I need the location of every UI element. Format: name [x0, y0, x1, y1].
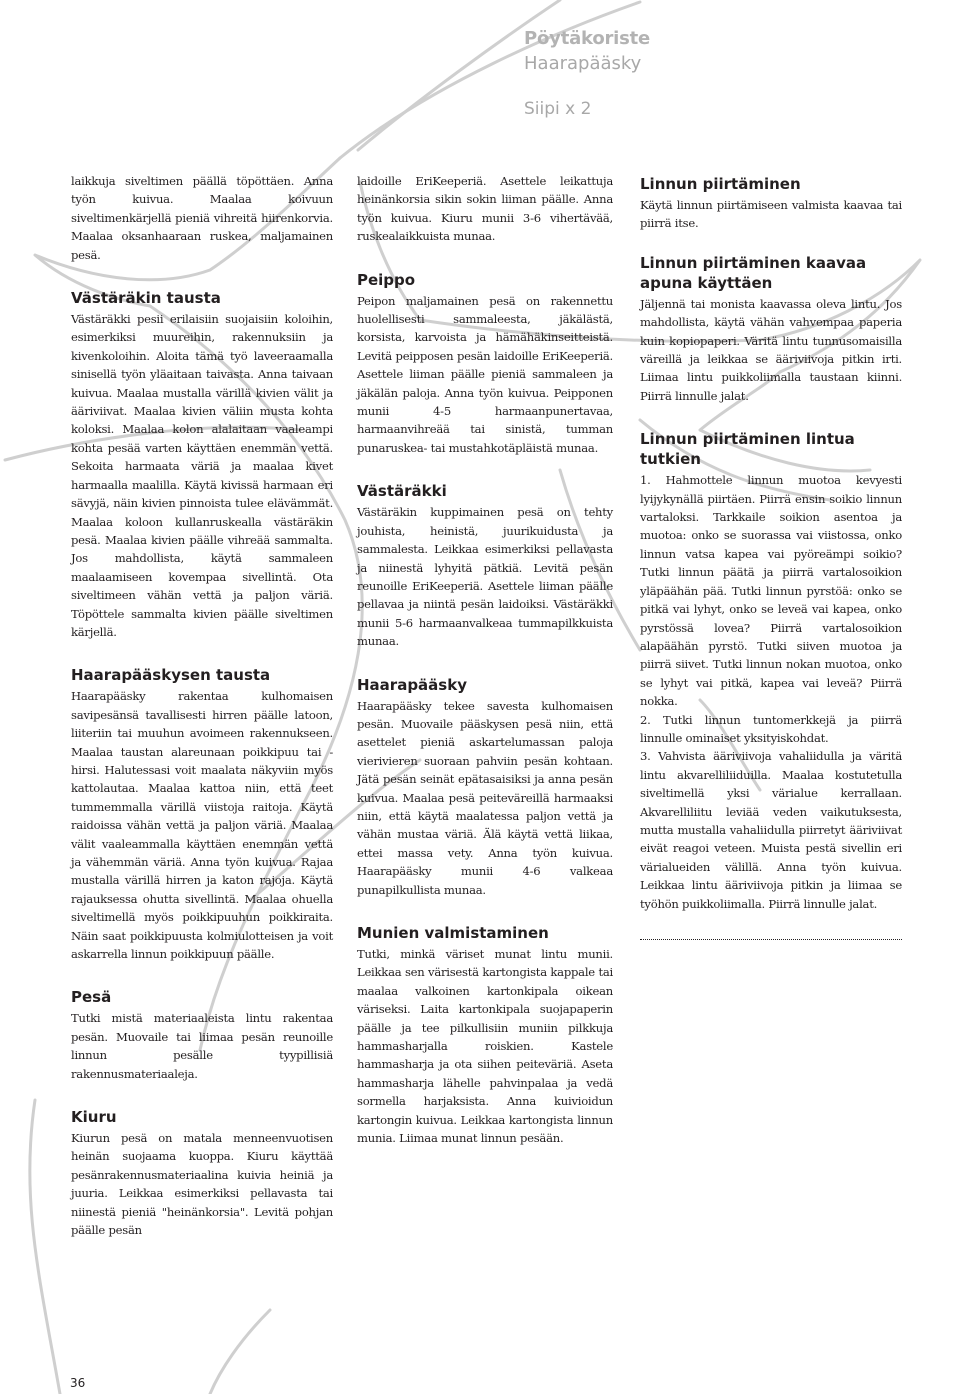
section-text: Tutki, minkä väriset munat lintu munii. Leikkaa sen värisestä kartongista kappale tai maalaa valkoinen kartonkipala oikean väriseksi. Laita kartonkipala suojapaperin päälle ja tee pilkullisiin muniin pilkkuja hammasharjalla roiskien. Kastele hammasharja ja ota siihen peiteväriä. Aseta hammasharja lähelle pahvinpalaa ja vedä sormella harjaksista. Anna kuivioidun kartongin kuivua. Leikkaa kartongista linnun munia. Liimaa munat linnun pesään.	[357, 947, 613, 1146]
header-title: Pöytäkoriste	[524, 28, 651, 49]
section-heading: Munien valmistaminen	[357, 924, 549, 942]
section-heading: Haarapääsky	[357, 675, 467, 694]
section-continuation	[357, 172, 613, 246]
section-munien-valmistaminen	[357, 923, 613, 1147]
section-linnun-piirtaminen	[640, 174, 902, 233]
section-heading: Linnun piirtäminen	[640, 175, 801, 193]
section-heading: Pesä	[71, 988, 112, 1007]
column-3	[640, 174, 902, 940]
page-header	[524, 26, 824, 119]
section-vastarakin-tausta	[71, 288, 333, 641]
section-text: laikkuja siveltimen päällä töpöttäen. Anna työn kuivua. Maalaa koivuun siveltimenkärjellä pieniä vihreitä hiirenkorvia. Maalaa oksanhaaraan ruskea, maljamainen pesä.	[71, 174, 333, 262]
section-text: Haarapääsky tekee savesta kulhomaisen pesän. Muovaile pääskysen pesä niin, että asettelet pieniä askartelumassan paloja vierivieren suoraan pahviin pesän kohtaan. Jätä pesän seinät epätasaisiksi ja anna pesän kuivua. Maalaa pesä peiteväreillä harmaaksi niin, että käytä maalatessa paljon vettä ja vähän mustaa väriä. Älä käytä vettä liikaa, ettei massa vety. Anna työn kuivua. Haarapääsky munii 4-6 valkeaa punapilkullista munaa.	[357, 698, 613, 897]
section-text: Haarapääsky rakentaa kulhomaisen savipesänsä tavallisesti hirren päälle latoon, liiteriin tai muuhun avoimeen rakennukseen. Maalaa taustan alareunaan poikkipuu tai -hirsi. Halutessasi voit maalata näkyviin myös kattolautaa. Maalaa kattoa niin, että teet tummemmalla värillä viistoja raitoja. Käytä raidoissa vähän vettä ja paljon väriä. Maalaa välit vaaleammalla käyttäen enemmän vettä ja vähemmän väriä. Anna työn kuivua. Rajaa mustalla värillä hirren ja katon rajoja. Käytä rajauksessa ohutta sivellintä. Maalaa ohuella siveltimellä myös poikkipuuhun poikkiraita. Näin saat poikkipuusta kolmiulotteisen ja voit askarrella linnun poikkipuun päälle.	[71, 689, 333, 962]
section-text: Västäräkki pesii erilaisiin suojaisiin koloihin, esimerkiksi muureihin, rakennuksiin ja kivenkoloihin. Aloita tämä työ laveeraamalla sinisellä työn yläaitaan taivasta. Anna taivaan kuivua. Maalaa mustalla värillä kivien välit ja ääriviivat. Maalaa kivien väliin musta kohta koloksi. Maalaa kolon alalaitaan vaaleampi kohta pesää varten käyttäen enemmän vettä. Sekoita harmaata väriä ja maalaa kivet harmaalla maalilla. Käytä kivissä harmaan eri sävyjä, näin kivien pinnoista tulee elävämmät. Maalaa koloon kullanruskealla västäräkin pesä. Maalaa kivien päälle vihreää sammalta. Jos mahdollista, käytä sammaleen maalaamiseen kovempaa sivellintä. Ota siveltimeen vähän vettä ja paljon väriä. Töpöttele sammalta kivien päälle siveltimen kärjellä.	[71, 312, 333, 639]
section-vastarakki	[357, 481, 613, 650]
section-text: 1. Hahmottele linnun muotoa kevyesti lyijykynällä piirtäen. Piirrä ensin soikio linnun vartaloksi. Tarkkaile soikion asentoa ja muotoa: onko se suorassa vai viistossa, onko linnun vatsa kapea vai pyöreämpi soikio? Tutki linnun päätä ja piirrä vartalosoikion yläpäähän pää. Tutki linnun pyrstöä: onko se pitkä vai lyhyt, onko se leveä vai kapea, onko pyrstössä lovea? Piirrä vartalosoikion alapäähän pyrstö. Tutki siiven muotoa ja piirrä siivet. Tutki linnun nokan muotoa, onko se lyhyt vai pitkä, kapea vai leveä? Piirrä nokka.	[640, 473, 902, 709]
section-peippo	[357, 270, 613, 458]
section-heading: Linnun piirtäminen kaavaa apuna käyttäen	[640, 253, 867, 292]
section-text: Jäljennä tai monista kaavassa oleva lintu. Jos mahdollista, käytä vähän vahvempaa paperia kuin kopiopaperi. Väritä lintu tunnusomaisilla väreillä ja leikkaa se ääriviivoja pitkin irti. Liimaa lintu puikkoliimalla taustaan kiinni. Piirrä linnulle jalat.	[640, 296, 902, 403]
section-text: Käytä linnun piirtämiseen valmista kaavaa tai piirrä itse.	[640, 198, 902, 231]
column-2	[357, 172, 613, 1147]
section-lintua-tutkien	[640, 429, 902, 913]
page-number: 36	[70, 1376, 86, 1390]
section-heading: Linnun piirtäminen lintua tutkien	[640, 430, 855, 469]
section-pesa	[71, 987, 333, 1083]
dotted-rule	[640, 939, 902, 940]
column-1	[71, 172, 333, 1240]
section-heading: Haarapääskysen tausta	[71, 666, 271, 685]
section-text: Tutki mistä materiaaleista lintu rakentaa pesän. Muovaile tai liimaa pesän reunoille linnun pesälle tyypillisiä rakennusmateriaaleja.	[71, 1011, 333, 1081]
section-text-step-2: 2. Tutki linnun tuntomerkkejä ja piirrä linnulle ominaiset yksityiskohdat.	[640, 712, 902, 745]
header-subtitle: Haarapääsky	[524, 53, 642, 74]
section-text: Peipon maljamainen pesä on rakennettu huolellisesti sammaleesta, jäkälästä, korsista, karvoista ja hämähäkinseitteistä. Levitä peipposen pesän laidoille EriKeeperiä. Asettele liiman päälle pieniä sammaleen ja jäkälän paloja. Anna työn kuivua. Peipponen munii 4-5 harmaanpunertavaa, harmaanvihreää tai sinistä, tumman punaruskea- tai mustahkotäpläistä munaa.	[357, 293, 613, 455]
section-kaavaa-apuna	[640, 253, 902, 405]
section-heading: Västäräkin tausta	[71, 289, 221, 308]
section-heading: Peippo	[357, 270, 416, 289]
section-text: Västäräkin kuppimainen pesä on tehty jouhista, heinistä, juurikuidusta ja sammalesta. Leikkaa esimerkiksi pellavasta ja niinestä lyhyitä pätkiä. Levitä pesän reunoille EriKeeperiä. Asettele liiman päälle pellavaa ja niintä pesän laidoiksi. Västäräkki munii 5-6 harmaanvalkeaa tummapilkkuista munaa.	[357, 505, 613, 649]
section-text: laidoille EriKeeperiä. Asettele leikattuja heinänkorsia sikin sokin liiman päälle. Anna työn kuivua. Kiuru munii 3-6 vihertävää, ruskealaikkuista munaa.	[357, 174, 613, 244]
section-heading: Kiuru	[71, 1108, 117, 1127]
section-kiuru	[71, 1107, 333, 1239]
section-text: Kiurun pesä on matala menneenvuotisen heinän suojaama kuoppa. Kiuru käyttää pesänrakennusmateriaalina kuivia heiniä ja juuria. Leikkaa esimerkiksi pellavasta tai niinestä pieniä "heinänkorsia". Levitä pohjan päälle pesän	[71, 1131, 333, 1238]
header-count: Siipi x 2	[524, 99, 592, 119]
section-heading: Västäräkki	[357, 482, 447, 501]
section-haarapaasky	[357, 675, 613, 899]
section-continuation	[71, 172, 333, 264]
section-haarapaaskysen-tausta	[71, 665, 333, 963]
section-text-step-3: 3. Vahvista ääriviivoja vahaliidulla ja väritä lintu akvarelliliiduilla. Maalaa kostutetulla siveltimellä yksi värialue kerrallaan. Akvarelliliitu leviää veden vaikutuksesta, mutta mustalla vahaliidulla piirretyt ääriviivat eivät reagoi veteen. Muista pestä sivellin eri värialueiden välillä. Anna työn kuivua. Leikkaa lintu ääriviivoja pitkin ja liimaa se työhön puikkoliimalla. Piirrä linnulle jalat.	[640, 749, 902, 911]
